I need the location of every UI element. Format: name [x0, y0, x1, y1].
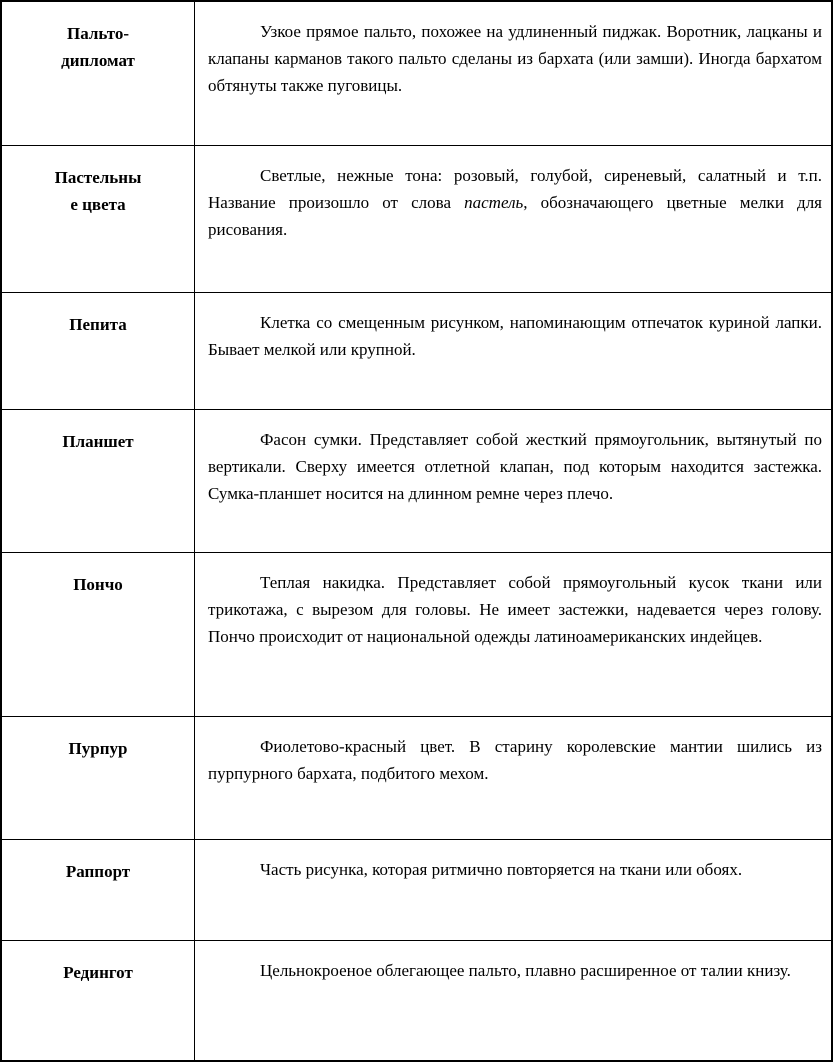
definition-segment: Фиолетово-красный цвет. В старину королевские мантии шились из пурпурного бархата, подбитого мехом. — [208, 737, 822, 783]
definition-text — [208, 162, 822, 243]
definition-text — [208, 309, 822, 363]
term-cell — [1, 717, 195, 840]
definition-text — [208, 856, 822, 883]
definition-text — [208, 569, 822, 650]
term-cell — [1, 410, 195, 553]
definition-cell — [195, 293, 833, 410]
table-row — [1, 840, 832, 941]
definition-segment: Теплая накидка. Представляет собой прямоугольный кусок ткани или трикотажа, с вырезом для головы. Не имеет застежки, надевается через голову. Пончо происходит от национальной одежды латиноамериканских индейцев. — [208, 573, 822, 646]
definition-cell — [195, 941, 833, 1062]
definition-italic-segment: пастель — [464, 193, 524, 212]
term-text-line: Пурпур — [68, 739, 128, 758]
definition-cell — [195, 717, 833, 840]
term-text-line: Планшет — [62, 432, 134, 451]
term-cell — [1, 1, 195, 146]
definition-segment: Светлые, нежные тона: розовый, голубой, сиреневый, салатный и т.п. Название произошло от слова — [208, 166, 822, 212]
term-cell — [1, 293, 195, 410]
term-text-line: е цвета — [70, 195, 126, 214]
definition-cell — [195, 146, 833, 293]
definition-text — [208, 18, 822, 99]
term-text-line: дипломат — [61, 51, 135, 70]
term-text-line: Редингот — [63, 963, 133, 982]
term-text-line: Пальто- — [66, 24, 130, 43]
term-cell — [1, 840, 195, 941]
definition-segment: Цельнокроеное облегающее пальто, плавно расширенное от талии книзу. — [260, 961, 791, 980]
term-text-line: Раппорт — [65, 862, 131, 881]
definition-segment: Узкое прямое пальто, похожее на удлиненный пиджак. Воротник, лацканы и клапаны карманов такого пальто сделаны из бархата (или замши). Иногда бархатом обтянуты также пуговицы. — [208, 22, 822, 95]
definition-segment: Клетка со смещенным рисунком, напоминающим отпечаток куриной лапки. Бывает мелкой или крупной. — [208, 313, 822, 359]
table-row — [1, 553, 832, 717]
glossary-table-body — [1, 1, 832, 1061]
table-row — [1, 941, 832, 1062]
definition-cell — [195, 840, 833, 941]
table-row — [1, 1, 832, 146]
term-cell — [1, 941, 195, 1062]
table-row — [1, 717, 832, 840]
definition-text — [208, 733, 822, 787]
table-row — [1, 410, 832, 553]
term-text-line: Пепита — [69, 315, 127, 334]
definition-cell — [195, 1, 833, 146]
definition-cell — [195, 553, 833, 717]
definition-cell — [195, 410, 833, 553]
definition-text — [208, 957, 822, 984]
term-cell — [1, 146, 195, 293]
term-text-line: Пастельны — [54, 168, 142, 187]
definition-segment: Часть рисунка, которая ритмично повторяется на ткани или обоях. — [260, 860, 743, 879]
definition-text — [208, 426, 822, 507]
definition-segment: Фасон сумки. Представляет собой жесткий прямоугольник, вытянутый по вертикали. Сверху имеется отлетной клапан, под которым находится застежка. Сумка-планшет носится на длинном ремне через плечо. — [208, 430, 822, 503]
term-cell — [1, 553, 195, 717]
table-row — [1, 293, 832, 410]
definition-segment: , обозначающего цветные мелки для рисования. — [208, 193, 822, 239]
term-text-line: Пончо — [73, 575, 123, 594]
table-row — [1, 146, 832, 293]
